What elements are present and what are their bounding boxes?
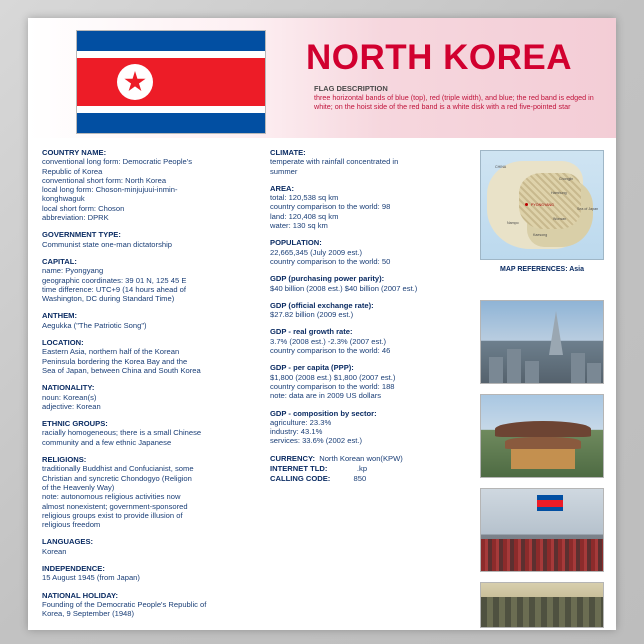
info-block-line: $40 billion (2008 est.) $40 billion (2007 est.) [270, 283, 418, 293]
info-block-label: INTERNET TLD: [270, 464, 328, 474]
info-block-line: time difference: UTC+9 (14 hours ahead of [42, 284, 187, 294]
map-references-label: MAP REFERENCES: Asia [499, 266, 585, 273]
flag-description-text: three horizontal bands of blue (top), red (triple width), and blue; the red band is edged in white; on the hoist side of the red band is a white disk with a red five-pointed star [314, 93, 594, 111]
map-label-city-1: Chongjin [559, 177, 574, 181]
info-block-line: konghwaguk [42, 194, 85, 204]
info-block [270, 148, 470, 176]
info-block-label: CAPITAL: [42, 256, 77, 266]
info-block [42, 383, 260, 411]
info-block-label: GOVERNMENT TYPE: [42, 230, 121, 240]
info-block-line: religious groups exist to provide illusion of [42, 510, 183, 520]
info-block [42, 338, 260, 375]
info-block-line: conventional long form: Democratic People's [42, 157, 193, 167]
info-block-line: North Korean won(KPW) [315, 453, 403, 463]
info-block [270, 184, 470, 230]
info-block-line: industry: 43.1% [270, 427, 323, 437]
info-block-label: GDP - per capita (PPP): [270, 363, 354, 373]
info-block-label: ETHNIC GROUPS: [42, 419, 108, 429]
info-block [270, 464, 470, 473]
info-block-label: COUNTRY NAME: [42, 148, 107, 157]
photo-parade-crowd [480, 488, 604, 572]
info-block-line: almost nonexistent; government-sponsored [42, 501, 188, 511]
photo-soldiers [480, 582, 604, 628]
info-block [270, 301, 470, 320]
info-block-line: name: Pyongyang [42, 266, 104, 276]
info-block-line: abbreviation: DPRK [42, 213, 109, 223]
info-block-line: Washington, DC during Standard Time) [42, 294, 175, 304]
info-block-line: traditionally Buddhist and Confucianist, some [42, 464, 194, 474]
info-block-line: 15 August 1945 (from Japan) [42, 573, 140, 583]
info-block-line: 22,665,345 (July 2009 est.) [270, 247, 363, 257]
info-block-label: AREA: [270, 183, 295, 193]
info-block [42, 537, 260, 556]
info-block [42, 591, 260, 619]
info-block-label: CURRENCY: [270, 453, 315, 463]
info-block-label: GDP - real growth rate: [270, 327, 353, 337]
info-block [42, 419, 260, 447]
info-block-line: Eastern Asia, northern half of the Korean [42, 347, 180, 357]
info-block-line: racially homogeneous; there is a small Chinese [42, 428, 202, 438]
info-block [42, 311, 260, 330]
info-block-line: $27.82 billion (2009 est.) [270, 310, 354, 320]
info-block-line: Communist state one-man dictatorship [42, 239, 172, 249]
info-block-line: 3.7% (2008 est.) -2.3% (2007 est.) [270, 336, 387, 346]
info-block [42, 257, 260, 303]
info-block-line: adjective: Korean [42, 401, 101, 411]
info-block [42, 230, 260, 249]
info-block-line: water: 130 sq km [270, 221, 328, 231]
info-block-line: country comparison to the world: 98 [270, 202, 391, 212]
country-map [480, 150, 604, 260]
info-block-label: INDEPENDENCE: [42, 563, 105, 573]
info-block-label: CALLING CODE: [270, 474, 331, 484]
info-block-line: Korea, 9 September (1948) [42, 609, 135, 619]
info-block-line: agriculture: 23.3% [270, 417, 332, 427]
middle-info-column [270, 148, 470, 485]
info-block [42, 455, 260, 529]
photo-pyongyang-skyline [480, 300, 604, 384]
left-info-column [42, 148, 260, 626]
info-block-line: Korean [42, 546, 67, 556]
info-block [270, 363, 470, 400]
map-label-sea: Sea of Japan [577, 207, 599, 211]
info-block-line: local long form: Choson-minjujuui-inmin- [42, 185, 178, 195]
info-block-label: POPULATION: [270, 238, 322, 248]
map-label-city-2: Hamhung [551, 191, 567, 195]
info-block [270, 274, 470, 293]
info-block [42, 564, 260, 583]
info-block [270, 327, 470, 355]
info-block-label: ANTHEM: [42, 311, 78, 321]
info-block [270, 474, 470, 483]
flag-description-label: FLAG DESCRIPTION [314, 84, 388, 93]
info-block-label: LANGUAGES: [42, 537, 94, 547]
page-title: NORTH KOREA [306, 38, 573, 77]
info-block [42, 148, 260, 222]
info-block-line: community and a few ethnic Japanese [42, 437, 172, 447]
info-block-line: Christian and syncretic Chondogyo (Religion [42, 473, 192, 483]
map-label-capital: PYONGYANG [531, 203, 554, 207]
poster-header [28, 18, 616, 138]
info-block-line: conventional short form: North Korea [42, 175, 167, 185]
info-block-line: note: data are in 2009 US dollars [270, 391, 382, 401]
info-block-line: Sea of Japan, between China and South Korea [42, 365, 201, 375]
info-block-line: noun: Korean(s) [42, 392, 97, 402]
map-label-city-5: Nampo [507, 221, 519, 225]
info-block [270, 454, 470, 463]
info-block-label: GDP - composition by sector: [270, 408, 377, 418]
map-label-china: CHINA [495, 165, 507, 169]
info-block-line: religious freedom [42, 520, 101, 530]
info-block [270, 409, 470, 446]
info-block-line: $1,800 (2008 est.) $1,800 (2007 est.) [270, 372, 396, 382]
info-block-line: land: 120,408 sq km [270, 211, 339, 221]
info-block-label: LOCATION: [42, 338, 84, 348]
info-block-line: country comparison to the world: 188 [270, 381, 395, 391]
poster [28, 18, 616, 630]
north-korea-flag-icon [76, 30, 266, 134]
photo-traditional-temple [480, 394, 604, 478]
info-block-line: country comparison to the world: 50 [270, 256, 391, 266]
info-block-label: GDP (purchasing power parity): [270, 274, 385, 284]
info-block-line: 850 [330, 474, 367, 484]
info-block-line: total: 120,538 sq km [270, 193, 339, 203]
info-block-line: country comparison to the world: 46 [270, 346, 391, 356]
info-block-line: local short form: Choson [42, 203, 125, 213]
info-block-label: NATIONAL HOLIDAY: [42, 590, 119, 600]
info-block-line: Founding of the Democratic People's Republic of [42, 599, 207, 609]
info-block-line: of the Heavenly Way) [42, 482, 115, 492]
info-block-label: NATIONALITY: [42, 383, 95, 393]
info-block-line: Republic of Korea [42, 166, 103, 176]
info-block-line: summer [270, 166, 298, 176]
info-block-line: geographic coordinates: 39 01 N, 125 45 E [42, 275, 187, 285]
info-block-label: GDP (official exchange rate): [270, 300, 374, 310]
info-block-line: Aegukka ("The Patriotic Song") [42, 320, 147, 330]
info-block [270, 238, 470, 266]
info-block-label: CLIMATE: [270, 148, 306, 157]
info-block-line: Peninsula bordering the Korea Bay and the [42, 356, 188, 366]
info-block-line: temperate with rainfall concentrated in [270, 157, 399, 167]
map-label-city-4: Kaesong [533, 233, 548, 237]
info-block-line: note: autonomous religious activities now [42, 492, 181, 502]
info-block-line: .kp [327, 464, 368, 474]
info-block-label: RELIGIONS: [42, 455, 87, 465]
info-block-line: services: 33.6% (2002 est.) [270, 436, 363, 446]
map-label-city-3: Wonsan [553, 217, 567, 221]
